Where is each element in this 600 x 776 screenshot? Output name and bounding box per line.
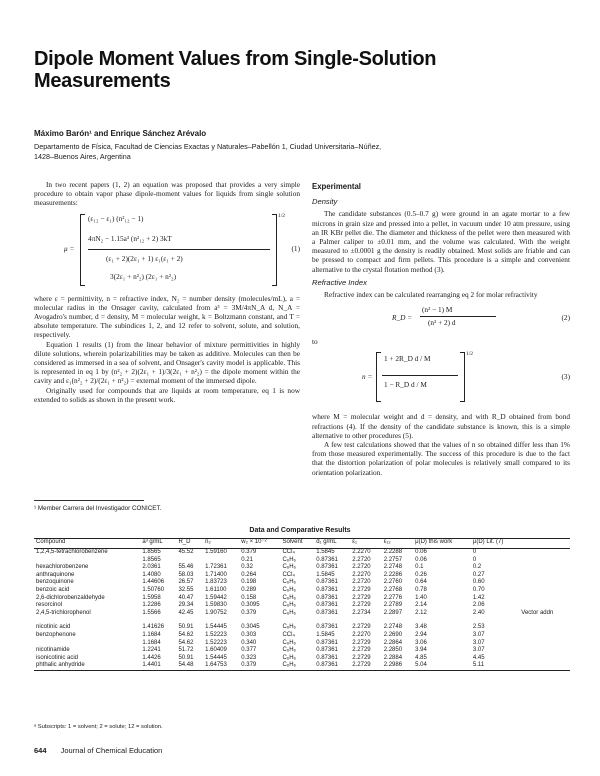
table-cell: 2.2850 xyxy=(383,647,403,654)
page-number: 644 xyxy=(34,746,47,755)
table-cell: 2.06 xyxy=(472,602,485,609)
table-cell: 0.87361 xyxy=(316,602,338,609)
table-cell: C₆H₆ xyxy=(282,639,296,646)
table-cell: 1.1684 xyxy=(142,639,161,646)
table-cell: 1.1684 xyxy=(142,631,161,638)
table-cell: 0.70 xyxy=(472,586,485,593)
table-cell: 1.5845 xyxy=(316,549,335,555)
table-cell: 45.52 xyxy=(178,549,194,555)
table-cell: 2.0361 xyxy=(142,564,161,571)
affiliation-line-1: Departamento de Física, Facultad de Ciencias Exactas y Naturales–Pabellón 1, Ciudad Universitaria–Núñez, xyxy=(34,142,382,151)
eq1-line-1: (ε₁₂ − ε₁) (n²₁₂ − 1) xyxy=(88,213,144,223)
eq1-bracket-right xyxy=(272,214,277,286)
table-cell: 0.87361 xyxy=(316,609,338,616)
table-cell: 0.3095 xyxy=(241,602,260,609)
table-cell: 2.40 xyxy=(472,609,485,616)
table-cell: C₆H₆ xyxy=(282,579,296,586)
table-cell: 0.87361 xyxy=(316,564,338,571)
table-cell: 0.60 xyxy=(472,579,485,586)
table-cell: 2.2729 xyxy=(352,624,371,631)
eq1-lhs: μ = xyxy=(64,243,75,253)
table-cell: 1.2286 xyxy=(142,602,161,609)
author-footnote: ¹ Member Carrera del Investigador CONICET. xyxy=(34,505,162,512)
refractive-index-subheading: Refractive Index xyxy=(312,277,367,287)
equation-2 xyxy=(312,305,570,331)
table-cell: 1.64753 xyxy=(205,662,227,669)
table-cell: 0 xyxy=(472,549,477,555)
table-cell: 2.94 xyxy=(415,631,427,638)
table-cell: 2.2729 xyxy=(352,586,371,593)
table-cell: 2,4,5-trichlorophenol xyxy=(36,609,91,616)
extension-paragraph: Originally used for compounds that are liquids at room temperature, eq 1 is now extended to solids as shown in the present work. xyxy=(34,385,300,404)
table-cell: 2.2789 xyxy=(383,602,403,609)
table-row xyxy=(34,595,570,603)
table-cell: 2.2720 xyxy=(352,556,371,563)
table-cell: 55.46 xyxy=(178,564,194,571)
table-cell xyxy=(519,632,570,640)
table-cell xyxy=(519,549,570,557)
header-n2: n₂ xyxy=(205,539,211,545)
table-cell: 29.34 xyxy=(178,602,194,609)
eq2-denominator: (n² + 2) d xyxy=(428,318,456,328)
table-cell: 2.2729 xyxy=(352,654,371,661)
table-cell: 2.2734 xyxy=(352,609,371,616)
table-cell: nicotinamide xyxy=(36,647,70,654)
header-a3: a³ g/mL xyxy=(142,539,163,545)
table-row xyxy=(34,572,570,580)
table-cell: 2.2690 xyxy=(383,631,403,638)
table-cell: 1.2241 xyxy=(142,647,161,654)
table-cell: 2.2729 xyxy=(352,594,371,601)
table-cell: 2.12 xyxy=(415,609,427,616)
eq1-line-4: 3(2ε₁ + n²₂) (2ε₁ + n²₂) xyxy=(110,271,176,281)
table-cell: 3.06 xyxy=(415,639,427,646)
table-cell: 2.2729 xyxy=(352,662,371,669)
table-cell: 2.2986 xyxy=(383,662,403,669)
table-cell: 0.2 xyxy=(472,564,482,571)
table-cell: 32.55 xyxy=(178,586,194,593)
table-cell xyxy=(519,602,570,610)
page-footer xyxy=(34,746,162,755)
header-e1: ε₁ xyxy=(352,539,357,545)
table-cell xyxy=(519,595,570,603)
eq3-fraction-bar xyxy=(382,375,458,376)
table-cell: 1.59160 xyxy=(205,549,227,555)
density-paragraph: The candidate substances (0.5–0.7 g) were ground in an agate mortar to a few microns in grain size and pressed into a pellet, in vacuum under 10 atm pressure, using an IR KBr pellet die. The diameter and thickness of the pellet were then measured with a Palmer caliper to ±0.01 mm, and the volume was calculated. With the weight measured to ±0.0001 g the density is readily obtained. Most solids are friable and can be pressed to compact and firm pellets. This procedure is a simple and convenient alternative to the crystal flotation method (3). xyxy=(312,209,570,274)
affiliation-line-2: 1428–Buenos Aires, Argentina xyxy=(34,152,131,161)
eq3-numerator: 1 + 2R_D d / M xyxy=(384,354,431,364)
table-cell: 0.379 xyxy=(241,662,257,669)
data-table xyxy=(34,538,570,671)
table-cell: 1.60409 xyxy=(205,647,227,654)
table-cell: C₆H₆ xyxy=(282,586,296,593)
table-cell: 3.94 xyxy=(415,647,427,654)
table-cell: 2.2270 xyxy=(352,631,371,638)
table-cell: 1.59830 xyxy=(205,602,227,609)
table-cell: 0.78 xyxy=(415,586,427,593)
table-cell: 3.07 xyxy=(472,647,485,654)
table-cell: 3.07 xyxy=(472,631,485,638)
table-cell: C₆H₆ xyxy=(282,594,296,601)
table-cell: 0.06 xyxy=(415,549,427,555)
table-cell: nicotinic acid xyxy=(36,624,71,631)
refractive-index-paragraph: Refractive index can be calculated rearranging eq 2 for molar refractivity xyxy=(324,290,538,300)
table-cell: CCl₄ xyxy=(282,631,295,638)
eq2-lhs: R_D = xyxy=(392,313,413,323)
table-cell: 2.2897 xyxy=(383,609,403,616)
table-cell: 3.07 xyxy=(472,639,485,646)
table-cell: 1.5845 xyxy=(316,631,335,638)
table-cell: C₆H₆ xyxy=(282,556,296,563)
right-column xyxy=(312,180,570,477)
table-cell: 0.87361 xyxy=(316,586,338,593)
table-cell: 3.48 xyxy=(415,624,427,631)
journal-name: Journal of Chemical Education xyxy=(60,746,163,755)
table-cell: Vector addn xyxy=(521,609,554,616)
table-cell xyxy=(203,557,239,565)
table-cell: 26.57 xyxy=(178,579,194,586)
footnote-rule xyxy=(34,500,144,501)
table-cell: 42.45 xyxy=(178,609,194,616)
table-cell: 1.40 xyxy=(415,594,427,601)
table-cell: benzoic acid xyxy=(36,586,70,593)
eq3-denominator: 1 − R_D d / M xyxy=(384,380,427,390)
header-w2: w₂ × 10⁻² xyxy=(241,539,267,545)
table-cell: 1.5845 xyxy=(316,571,335,578)
table-cell: 0.377 xyxy=(241,647,257,654)
table-row xyxy=(34,549,570,557)
table-cell: 40.47 xyxy=(178,594,194,601)
table-cell: 2.2748 xyxy=(383,624,403,631)
table-cell: 1.4080 xyxy=(142,571,161,578)
bond-refraction-paragraph: where M = molecular weight and d = density, and with R_D obtained from bond refractions (4). If the density of the candidate substance is known, this is a simple alternative to other procedures (5). xyxy=(312,412,570,440)
table-cell: 0.26 xyxy=(415,571,427,578)
table-cell xyxy=(176,557,203,565)
eq1-bracket-left xyxy=(80,214,85,286)
table-title: Data and Comparative Results xyxy=(249,527,351,534)
table-cell: 5.04 xyxy=(415,662,427,669)
table-cell: 0.27 xyxy=(472,571,485,578)
eq3-bracket-right xyxy=(460,352,465,402)
eq1-exponent: 1/2 xyxy=(278,212,286,219)
table-cell: 0.87361 xyxy=(316,654,338,661)
table-cell: 2,6-dichlorobenzaldehyde xyxy=(36,594,105,601)
table-cell: 1.83723 xyxy=(205,579,227,586)
table-cell: 4.85 xyxy=(415,654,427,661)
table-cell: 0.64 xyxy=(415,579,427,586)
table-cell: 2.14 xyxy=(415,602,427,609)
table-cell: C₆H₆ xyxy=(282,654,296,661)
table-cell: benzophenone xyxy=(36,631,76,638)
table-cell: 2.2884 xyxy=(383,654,403,661)
table-body xyxy=(34,549,570,671)
table-cell: 0.3045 xyxy=(241,624,260,631)
table-row xyxy=(34,617,570,632)
table-cell: 1.5958 xyxy=(142,594,161,601)
table-cell xyxy=(519,579,570,587)
table-cell: 1.54445 xyxy=(205,654,227,661)
table-footnote: ᵃ Subscripts: 1 = solvent; 2 = solute; 12 = solution. xyxy=(34,724,163,730)
eq2-number: (2) xyxy=(561,313,570,323)
table-cell: 5.11 xyxy=(472,662,485,669)
table-cell xyxy=(519,617,570,632)
table-cell: 0.289 xyxy=(241,586,257,593)
table-cell: C₆H₆ xyxy=(282,662,296,669)
affiliation xyxy=(34,142,554,162)
table-row xyxy=(34,662,570,670)
table-cell: 2.2286 xyxy=(383,571,403,578)
table-cell: anthraquinone xyxy=(36,571,75,578)
table-cell: 0.87361 xyxy=(316,624,338,631)
table-cell: 0 xyxy=(472,556,477,563)
table-cell: 2.2720 xyxy=(352,564,371,571)
header-d1: d₁ g/mL xyxy=(316,539,337,545)
header-rd: R_D xyxy=(178,539,191,545)
table-row xyxy=(34,557,570,565)
table-cell: 2.53 xyxy=(472,624,485,631)
table-cell: 2.2729 xyxy=(352,639,371,646)
table-cell: 1.72361 xyxy=(205,564,227,571)
table-cell: C₆H₆ xyxy=(282,647,296,654)
table-cell: 1.90752 xyxy=(205,609,227,616)
table-cell: 0.303 xyxy=(241,631,257,638)
table-cell: phthalic anhydride xyxy=(36,662,85,669)
eq1-number: (1) xyxy=(291,243,300,253)
test-calculation-paragraph: A few test calculations showed that the values of n so obtained differ less than 1% from those measured experimentally. The success of this procedure is due to the fact that the distortion polarization of polar molecules is relatively small compared to its orientation polarization. xyxy=(312,440,570,477)
table-cell: 2.2729 xyxy=(352,602,371,609)
authors: Máximo Barón¹ and Enrique Sánchez Arévalo xyxy=(34,129,207,138)
table-cell xyxy=(519,564,570,572)
header-mu-lit: μ(D) Lit. (7) xyxy=(472,539,504,545)
table-cell: 1.5566 xyxy=(142,609,161,616)
data-table-container xyxy=(34,538,570,671)
table-cell: 1.54445 xyxy=(205,624,227,631)
table-cell: 54.62 xyxy=(178,631,194,638)
table-cell: 0.264 xyxy=(241,571,257,578)
eq2-fraction-bar xyxy=(420,316,496,317)
table-cell: 1,2,4,5-tetrachlorobenzene xyxy=(36,549,108,555)
table-row xyxy=(34,632,570,640)
to-text: to xyxy=(312,337,318,347)
table-row xyxy=(34,579,570,587)
table-cell: resorcinol xyxy=(36,602,63,609)
table-cell: 1.42 xyxy=(472,594,485,601)
table-cell: 0.340 xyxy=(241,639,257,646)
table-cell xyxy=(519,587,570,595)
table-cell: 54.48 xyxy=(178,662,194,669)
equation-3 xyxy=(312,350,570,404)
table-cell xyxy=(519,557,570,565)
equation-1 xyxy=(34,212,300,288)
table-cell xyxy=(34,557,140,565)
table-cell: 2.2270 xyxy=(352,571,371,578)
table-cell xyxy=(34,640,140,648)
table-cell: 2.2760 xyxy=(383,579,403,586)
table-cell xyxy=(519,655,570,663)
table-cell: 2.2768 xyxy=(383,586,403,593)
table-cell: 1.41626 xyxy=(142,624,165,631)
table-row xyxy=(34,602,570,610)
header-compound: Compound xyxy=(36,539,66,545)
eq3-number: (3) xyxy=(561,372,570,382)
table-cell: 0.87361 xyxy=(316,594,338,601)
equation-explanation-paragraph: Equation 1 results (1) from the linear behavior of mixture permittivities in highly dilute solutions, wherein polarizabilities may be taken as additive. Molecules can then be considered as immersed in a sea of solvent, and Onsager's cavity model is applicable. This is represented in eq 1 by (n²₂ + 2)(2ε₁ + 1)/3(2ε₁ + n²₂) = the dipole moment within the cavity and ε₁(n²₂ + 2)/(2ε₁ + n²₂) = external moment of the immersed dipole. xyxy=(34,339,300,386)
table-row xyxy=(34,647,570,655)
table-cell xyxy=(519,647,570,655)
eq3-bracket-left xyxy=(376,352,381,402)
definitions-paragraph: where ε = permittivity, n = refractive index, N₂ = number density (molecules/mL), a = molecular radius in the Onsager cavity, calculated from a³ = 3M/4πN_A d, N_A = Avogadro's number, d = density, M = molecular weight, k = Boltzmann constant, and T = absolute temperature. The subindices 1, 2, and 12 refer to solvent, solute, and solution, respectively. xyxy=(34,293,300,340)
table-cell: 1.52223 xyxy=(205,631,227,638)
table-cell: 0.87361 xyxy=(316,647,338,654)
table-cell xyxy=(519,572,570,580)
table-cell: 1.8565 xyxy=(142,556,161,563)
table-cell: 2.2288 xyxy=(383,549,403,555)
table-cell: 0.87361 xyxy=(316,639,338,646)
table-cell: 1.61100 xyxy=(205,586,227,593)
table-cell: 1.4426 xyxy=(142,654,161,661)
table-cell: 0.87361 xyxy=(316,662,338,669)
header-e12: ε₁₂ xyxy=(383,539,391,545)
table-cell: CCl₄ xyxy=(282,571,295,578)
table-cell xyxy=(519,640,570,648)
header-note xyxy=(519,539,570,549)
header-mu-this-work: μ(D) this work xyxy=(415,539,453,545)
header-solvent: Solvent xyxy=(282,539,303,545)
table-cell: 1.4401 xyxy=(142,662,161,669)
table-cell: 1.52223 xyxy=(205,639,227,646)
table-cell: 1.50760 xyxy=(142,586,165,593)
table-cell: 2.2270 xyxy=(352,549,371,555)
table-cell: 2.2729 xyxy=(352,647,371,654)
experimental-heading: Experimental xyxy=(312,182,361,191)
table-row xyxy=(34,655,570,663)
table-cell: 1.8565 xyxy=(142,549,161,555)
table-cell: 0.87361 xyxy=(316,579,338,586)
table-cell: 50.91 xyxy=(178,624,194,631)
table-cell: 0.21 xyxy=(241,556,253,563)
table-cell: 1.44606 xyxy=(142,579,165,586)
table-cell: C₆H₆ xyxy=(282,609,296,616)
table-cell: C₆H₆ xyxy=(282,564,296,571)
table-cell: 0.1 xyxy=(415,564,424,571)
eq3-lhs: n = xyxy=(362,372,373,382)
article-title: Dipole Moment Values from Single-Solution Measurements xyxy=(34,48,437,92)
table-cell: hexachlorobenzene xyxy=(36,564,89,571)
density-subheading: Density xyxy=(312,197,338,207)
intro-paragraph: In two recent papers (1, 2) an equation was proposed that provides a very simple procedure to obtain vapor phase dipole-moment values for liquids from single solution measurements: xyxy=(34,180,300,208)
table-cell: 0.06 xyxy=(415,556,427,563)
table-cell: C₆H₆ xyxy=(282,624,296,631)
table-cell: 2.2748 xyxy=(383,564,403,571)
table-cell xyxy=(519,662,570,670)
table-row xyxy=(34,640,570,648)
eq1-line-3: (ε₁ + 2)(2ε₁ + 1) ε₁(ε₁ + 2) xyxy=(106,253,183,263)
table-cell: isonicotinic acid xyxy=(36,654,79,661)
table-cell: 0.198 xyxy=(241,579,257,586)
left-column xyxy=(34,180,300,404)
table-cell: 58.03 xyxy=(178,571,194,578)
table-row xyxy=(34,587,570,595)
eq1-fraction-bar xyxy=(88,249,270,250)
table-cell: 54.62 xyxy=(178,639,194,646)
table-cell: 1.59442 xyxy=(205,594,227,601)
table-row xyxy=(34,610,570,618)
eq2-numerator: (n² − 1) M xyxy=(422,305,453,315)
table-header-row xyxy=(34,539,570,549)
table-cell: 0.379 xyxy=(241,609,257,616)
table-cell: 0.323 xyxy=(241,654,257,661)
table-cell: C₆H₆ xyxy=(282,602,296,609)
table-cell: 0.32 xyxy=(241,564,253,571)
table-row xyxy=(34,564,570,572)
table-cell: 2.2720 xyxy=(352,579,371,586)
table-cell: 0.379 xyxy=(241,549,257,555)
table-cell: 51.72 xyxy=(178,647,194,654)
table-cell: CCl₄ xyxy=(282,549,295,555)
table-cell: 2.2776 xyxy=(383,594,403,601)
table-cell: 2.2757 xyxy=(383,556,403,563)
eq3-exponent: 1/2 xyxy=(466,351,474,358)
table-cell: 2.2864 xyxy=(383,639,403,646)
table-cell: 1.71400 xyxy=(205,571,227,578)
eq1-line-2: 4πN₂ − 1.15a³ (n²₁₂ + 2) 3kT xyxy=(88,233,172,243)
table-cell: 0.158 xyxy=(241,594,257,601)
table-cell: 0.87361 xyxy=(316,556,338,563)
table-cell: benzoquinone xyxy=(36,579,74,586)
table-cell: 4.45 xyxy=(472,654,485,661)
table-cell: 50.91 xyxy=(178,654,194,661)
